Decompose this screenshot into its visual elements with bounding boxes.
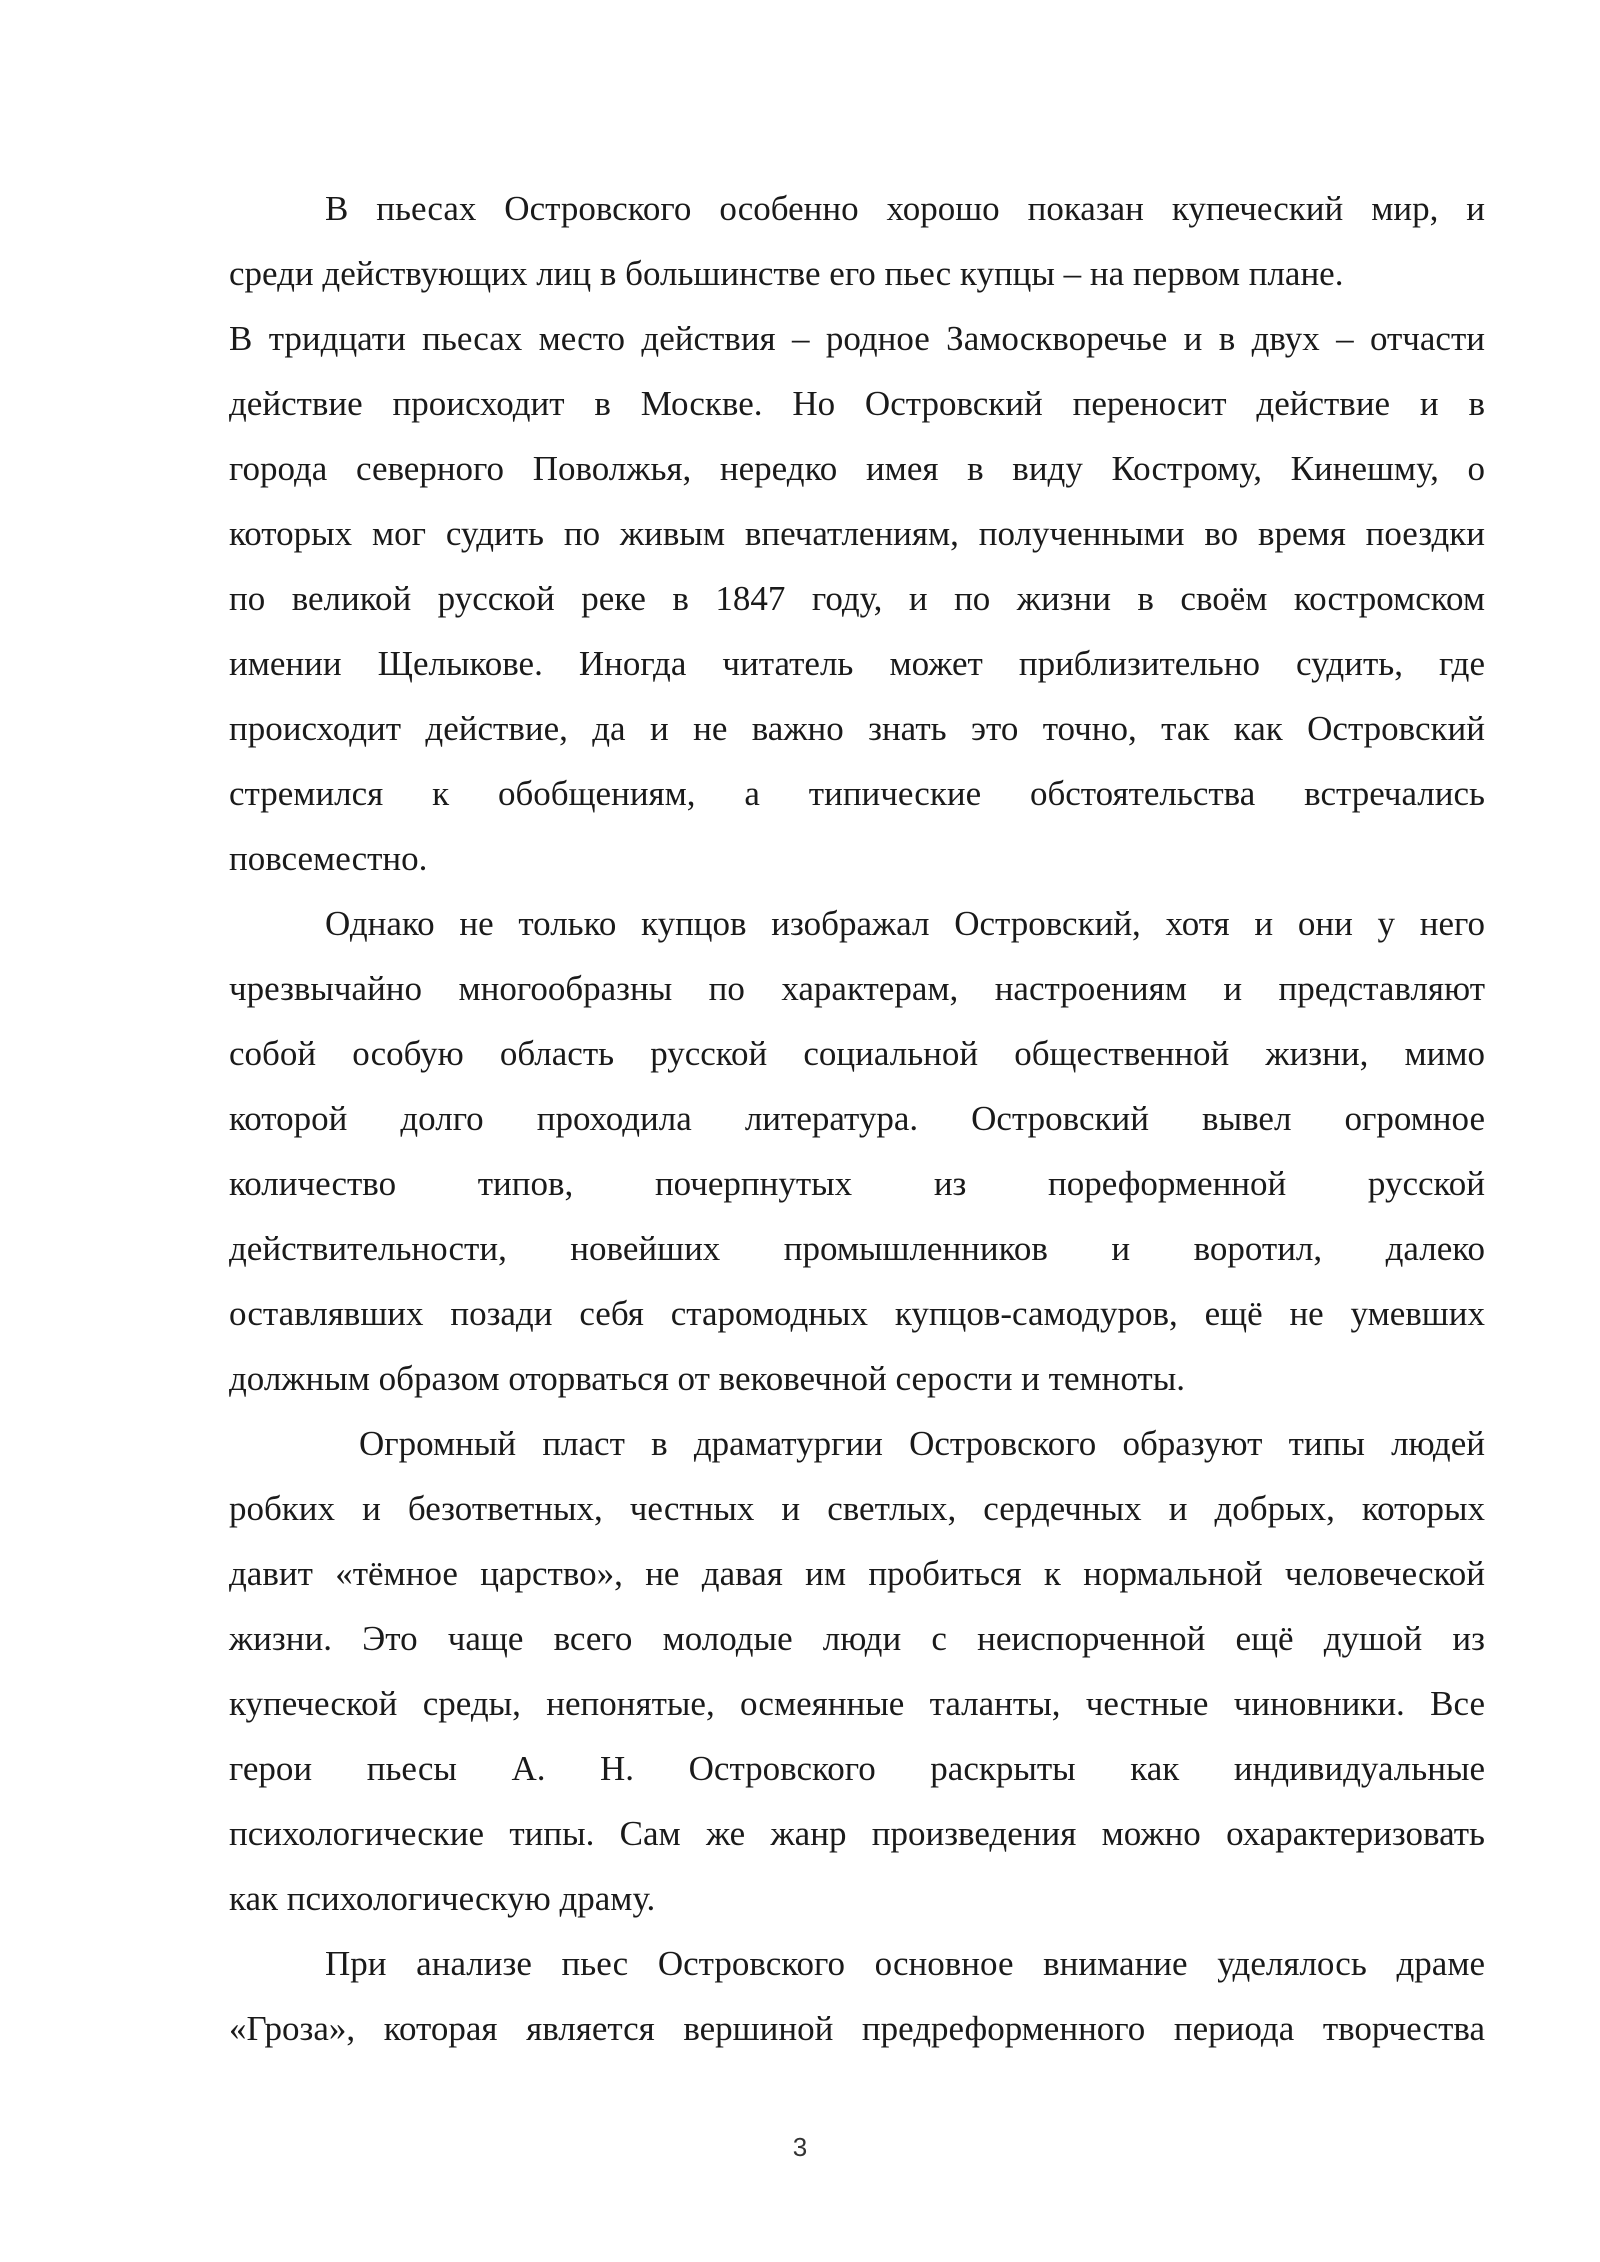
paragraph-3-line-4: которой долго проходила литература. Островский вывел огромное [229, 1099, 1485, 1138]
paragraph-2-line-2: действие происходит в Москве. Но Островский переносит действие и в [229, 384, 1485, 423]
body-text [229, 176, 1485, 2061]
paragraph-3-line-7: оставлявших позади себя старомодных купцов-самодуров, ещё не умевших [229, 1294, 1485, 1333]
paragraph-2-line-9: повсеместно. [229, 839, 428, 878]
paragraph-5-line-2: «Гроза», которая является вершиной предреформенного периода творчества [229, 2009, 1485, 2048]
paragraph-1-line-2: среди действующих лиц в большинстве его пьес купцы – на первом плане. [229, 254, 1344, 293]
paragraph-3-line-3: собой особую область русской социальной общественной жизни, мимо [229, 1034, 1485, 1073]
paragraph-2-line-4: которых мог судить по живым впечатлениям, полученными во время поездки [229, 514, 1485, 553]
paragraph-4-line-2: робких и безответных, честных и светлых, сердечных и добрых, которых [229, 1489, 1485, 1528]
paragraph-3-line-5: количество типов, почерпнутых из пореформенной русской [229, 1164, 1485, 1203]
paragraph-2-line-3: города северного Поволжья, нередко имея в виду Кострому, Кинешму, о [229, 449, 1485, 488]
paragraph-4-line-6: герои пьесы А. Н. Островского раскрыты как индивидуальные [229, 1749, 1485, 1788]
paragraph-3-line-6: действительности, новейших промышленников и воротил, далеко [229, 1229, 1485, 1268]
paragraph-1-line-1: В пьесах Островского особенно хорошо показан купеческий мир, и [325, 189, 1485, 228]
paragraph-4-line-5: купеческой среды, непонятые, осмеянные таланты, честные чиновники. Все [229, 1684, 1485, 1723]
paragraph-2-line-1: В тридцати пьесах место действия – родное Замоскворечье и в двух – отчасти [229, 319, 1485, 358]
paragraph-3-line-1: Однако не только купцов изображал Островский, хотя и они у него [325, 904, 1485, 943]
paragraph-4-line-7: психологические типы. Сам же жанр произведения можно охарактеризовать [229, 1814, 1485, 1853]
paragraph-4-line-1: Огромный пласт в драматургии Островского образуют типы людей [359, 1424, 1485, 1463]
paragraph-4-line-3: давит «тёмное царство», не давая им пробиться к нормальной человеческой [229, 1554, 1485, 1593]
paragraph-2-line-6: имении Щелыкове. Иногда читатель может приблизительно судить, где [229, 644, 1485, 683]
paragraph-3-line-8: должным образом оторваться от вековечной серости и темноты. [229, 1359, 1185, 1398]
paragraph-2-line-5: по великой русской реке в 1847 году, и по жизни в своём костромском [229, 579, 1485, 618]
paragraph-2-line-7: происходит действие, да и не важно знать это точно, так как Островский [229, 709, 1485, 748]
paragraph-2-line-8: стремился к обобщениям, а типические обстоятельства встречались [229, 774, 1485, 813]
paragraph-4-line-4: жизни. Это чаще всего молодые люди с неиспорченной ещё душой из [229, 1619, 1485, 1658]
page-number: 3 [792, 2132, 808, 2162]
paragraph-4-line-8: как психологическую драму. [229, 1879, 656, 1918]
paragraph-5-line-1: При анализе пьес Островского основное внимание уделялось драме [325, 1944, 1485, 1983]
paragraph-3-line-2: чрезвычайно многообразны по характерам, настроениям и представляют [229, 969, 1485, 1008]
